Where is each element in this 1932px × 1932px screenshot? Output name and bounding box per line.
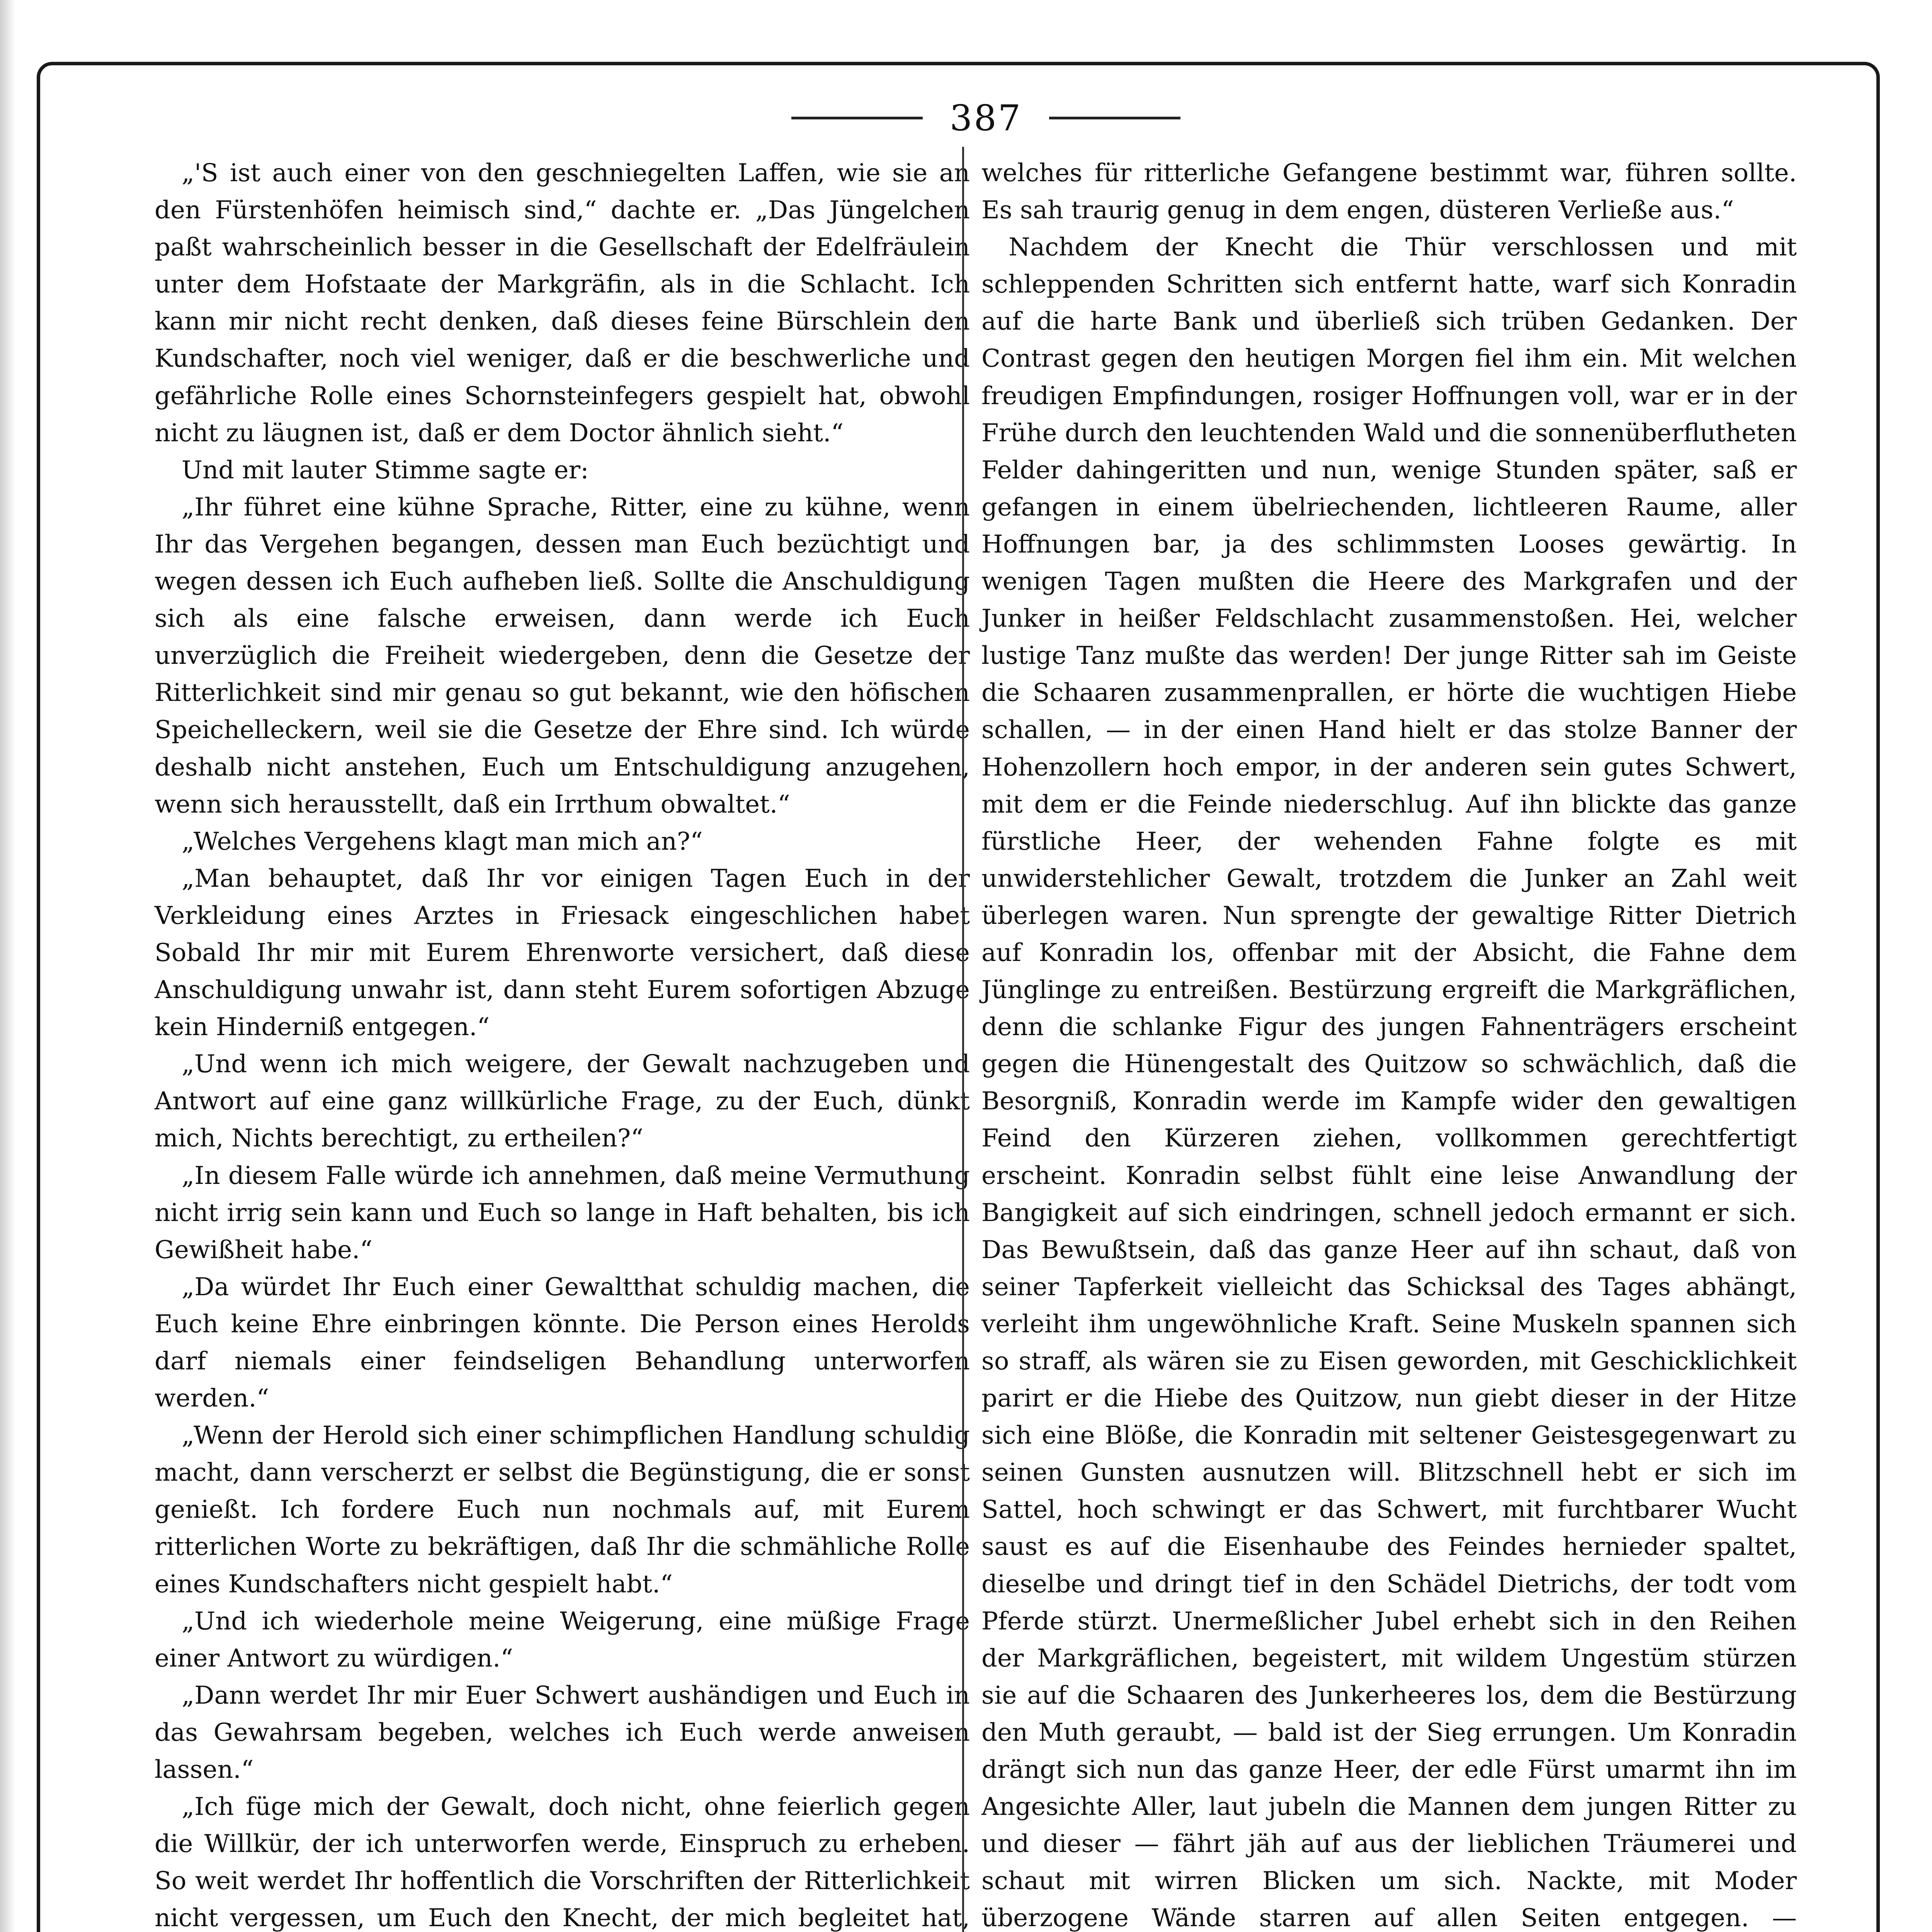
header-rule-right [1049, 117, 1180, 119]
scan-edge-shadow [0, 0, 15, 1932]
paragraph: „Da würdet Ihr Euch einer Gewaltthat schuldig machen, die Euch keine Ehre einbringen könnte. Die Person eines Herolds darf niemals einer feindseligen Behandlung unterworfen werden.“ [155, 1272, 970, 1413]
column-divider [962, 147, 964, 1932]
right-column [981, 155, 1797, 1932]
paragraph: „Man behauptet, daß Ihr vor einigen Tagen Euch in der Verkleidung eines Arztes in Friesack eingeschlichen habet Sobald Ihr mir mit Eurem Ehrenworte versichert, daß diese Anschuldigung unwahr ist, dann steht Eurem sofortigen Abzuge kein Hinderniß entgegen.“ [155, 864, 970, 1042]
page-number: 387 [949, 97, 1022, 139]
paragraph: „Und ich wiederhole meine Weigerung, eine müßige Frage einer Antwort zu würdigen.“ [155, 1607, 970, 1673]
paragraph: „Ich füge mich der Gewalt, doch nicht, ohne feierlich gegen die Willkür, der ich unterworfen werde, Einspruch zu erheben. So weit werdet Ihr hoffentlich die Vorschriften der Ritterlichkeit nicht vergessen, um Euch den Knecht, der mich begleitet hat, [155, 1793, 970, 1932]
paragraph: „Dann werdet Ihr mir Euer Schwert aushändigen und Euch in das Gewahrsam begeben, welches ich Euch werde anweisen lassen.“ [155, 1681, 970, 1784]
paragraph: welches für ritterliche Gefangene bestimmt war, führen sollte. Es sah traurig genug in dem engen, düsteren Verließe aus.“ [981, 159, 1797, 225]
paragraph: „Wenn der Herold sich einer schimpflichen Handlung schuldig macht, dann verscherzt er selbst die Begünstigung, die er sonst genießt. Ich fordere Euch nun nochmals auf, mit Eurem ritterlichen Worte zu bekräftigen, daß Ihr die schmähliche Rolle eines Kundschafters nicht gespielt habt.“ [155, 1421, 970, 1599]
page-header [0, 97, 1932, 139]
paragraph: „In diesem Falle würde ich annehmen, daß meine Vermuthung nicht irrig sein kann und Euch so lange in Haft behalten, bis ich Gewißheit habe.“ [155, 1161, 970, 1264]
paragraph: „'S ist auch einer von den geschniegelten Laffen, wie sie an den Fürstenhöfen heimisch sind,“ dachte er. „Das Jüngelchen paßt wahrscheinlich besser in die Gesellschaft der Edelfräulein unter dem Hofstaate der Markgräfin, als in die Schlacht. Ich kann mir nicht recht denken, daß dieses feine Bürschlein den Kundschafter, noch viel weniger, daß er die beschwerliche und gefährliche Rolle eines Schornsteinfegers gespielt hat, obwohl nicht zu läugnen ist, daß er dem Doctor ähnlich sieht.“ [155, 159, 970, 447]
left-column [155, 155, 970, 1932]
header-rule-left [791, 117, 923, 119]
paragraph: „Welches Vergehens klagt man mich an?“ [182, 827, 703, 856]
paragraph: Und mit lauter Stimme sagte er: [182, 456, 589, 485]
paragraph: Nachdem der Knecht die Thür verschlossen und mit schleppenden Schritten sich entfernt hatte, warf sich Konradin auf die harte Bank und überließ sich trüben Gedanken. Der Contrast gegen den heutigen Morgen fiel ihm ein. Mit welchen freudigen Empfindungen, rosiger Hoffnungen voll, war er in der Frühe durch den leuchtenden Wald und die sonnenüberflutheten Felder dahingeritten und nun, wenige Stunden später, saß er gefangen in einem übelriechenden, lichtleeren Raume, aller Hoffnungen bar, ja des schlimmsten Looses gewärtig. In wenigen Tagen mußten die Heere des Markgrafen und der Junker in heißer Feldschlacht zusammenstoßen. Hei, welcher lustige Tanz mußte das werden! Der junge Ritter sah im Geiste die Schaaren zusammenprallen, er hörte die wuchtigen Hiebe schallen, — in der einen Hand hielt er das stolze Banner der Hohenzollern hoch empor, in der anderen sein gutes Schwert, mit dem er die Feinde niederschlug. Auf ihn blickte das ganze fürstliche Heer, der wehenden Fahne folgte es mit unwiderstehlicher Gewalt, trotzdem die Junker an Zahl weit überlegen waren. Nun sprengte der gewaltige Ritter Dietrich auf Konradin los, offenbar mit der Absicht, die Fahne dem Jünglinge zu entreißen. Bestürzung ergreift die Markgräflichen, denn die schlanke Figur des jungen Fahnenträgers erscheint gegen die Hünengestalt des Quitzow so schwächlich, daß die Besorgniß, Konradin werde im Kampfe wider den gewaltigen Feind den Kürzeren ziehen, vollkommen gerechtfertigt erscheint. Konradin selbst fühlt eine leise Anwandlung der Bangigkeit auf sich eindringen, schnell jedoch ermannt er sich. Das Bewußtsein, daß das ganze Heer auf ihn schaut, daß von seiner Tapferkeit vielleicht das Schicksal des Tages abhängt, verleiht ihm ungewöhnliche Kraft. Seine Muskeln spannen sich so straff, als wären sie zu Eisen geworden, mit Geschicklichkeit parirt er die Hiebe des Quitzow, nun giebt dieser in der Hitze sich eine Blöße, die Konradin mit seltener Geistesgegenwart zu seinen Gunsten ausnutzen will. Blitzschnell hebt er sich im Sattel, hoch schwingt er das Schwert, mit furchtbarer Wucht saust es auf die Eisenhaube des Feindes hernieder spaltet, dieselbe und dringt tief in den Schädel Dietrichs, der todt vom Pferde stürzt. Unermeßlicher Jubel erhebt sich in den Reihen der Markgräflichen, begeistert, mit wildem Ungestüm stürzen sie auf die Schaaren des Junkerheeres los, dem die Bestürzung den Muth geraubt, — bald ist der Sieg errungen. Um Konradin drängt sich nun das ganze Heer, der edle Fürst umarmt ihn im Angesichte Aller, laut jubeln die Mannen dem jungen Ritter zu und dieser — fährt jäh auf aus der lieblichen Träumerei und schaut mit wirren Blicken um sich. Nackte, mit Moder überzogene Wände starren auf allen Seiten entgegen. — [981, 233, 1797, 1932]
paragraph: „Und wenn ich mich weigere, der Gewalt nachzugeben und Antwort auf eine ganz willkürliche Frage, zu der Euch, dünkt mich, Nichts berechtigt, zu ertheilen?“ [155, 1050, 970, 1153]
paragraph: „Ihr führet eine kühne Sprache, Ritter, eine zu kühne, wenn Ihr das Vergehen begangen, dessen man Euch bezüchtigt und wegen dessen ich Euch aufheben ließ. Sollte die Anschuldigung sich als eine falsche erweisen, dann werde ich Euch unverzüglich die Freiheit wiedergeben, denn die Gesetze der Ritterlichkeit sind mir genau so gut bekannt, wie den höfischen Speichelleckern, weil sie die Gesetze der Ehre sind. Ich würde deshalb nicht anstehen, Euch um Entschuldigung anzugehen, wenn sich herausstellt, daß ein Irrthum obwaltet.“ [155, 493, 970, 819]
